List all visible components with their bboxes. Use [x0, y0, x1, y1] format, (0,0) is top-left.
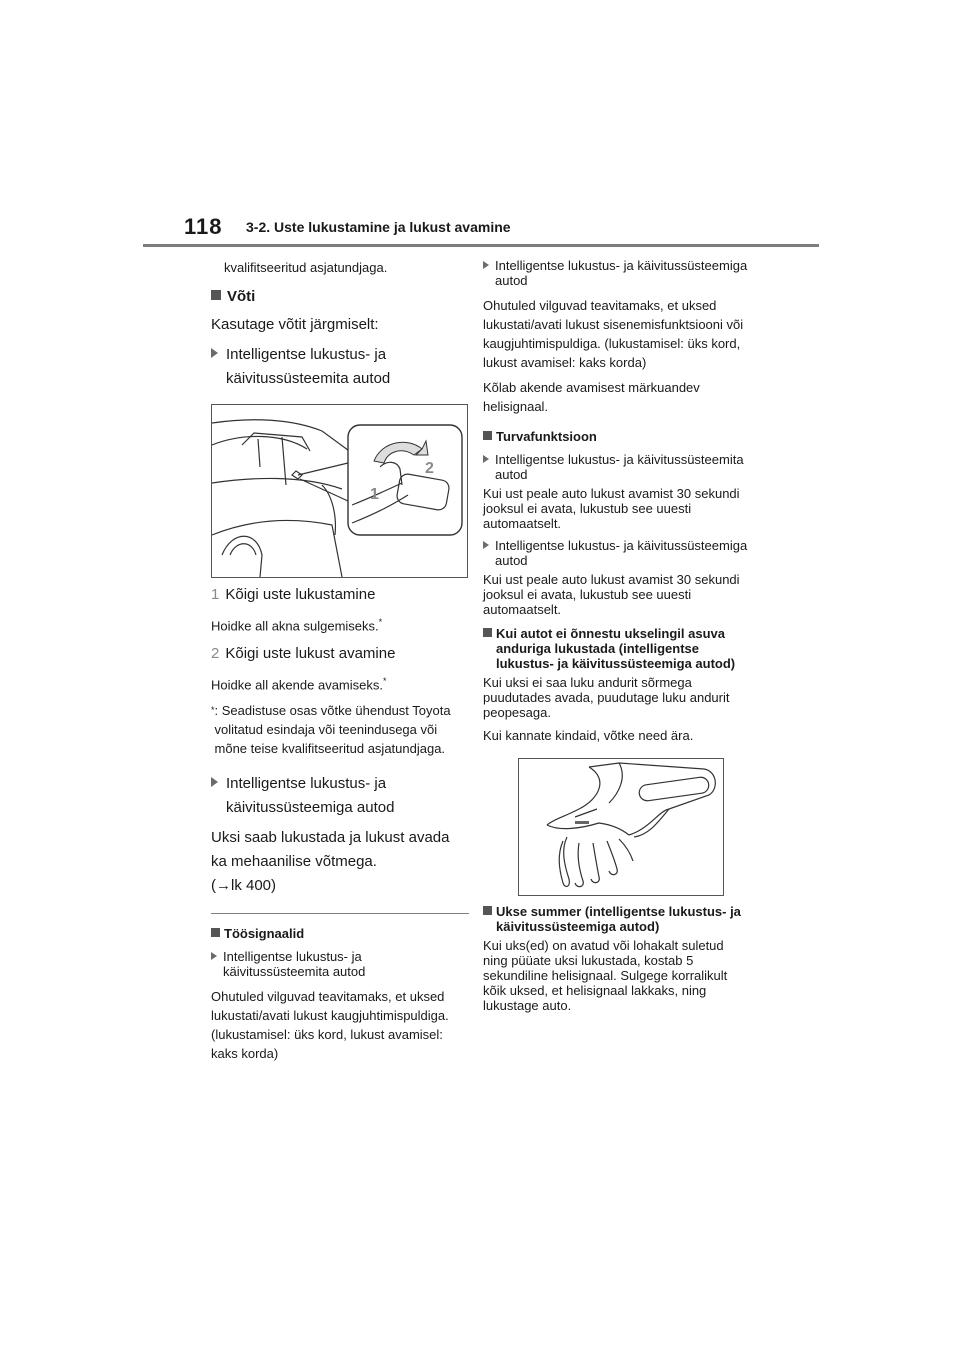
signals-smart-subheading: Intelligentse lukustus- ja käivitussüsteemiga autod	[483, 258, 748, 288]
buzzer-heading: Ukse summer (intelligentse lukustus- ja käivitussüsteemiga autod)	[483, 904, 748, 934]
square-bullet-icon	[211, 290, 221, 300]
item-2-note: Hoidke all akende avamiseks.*	[211, 676, 387, 693]
page-reference: (→lk 400)	[211, 876, 277, 894]
buzzer-text: Kui uks(ed) on avatud või lohakalt suletud ning püüate uksi lukustada, kostab 5 sekundiline helisignaal. Sulgege korralikult kõik uksed, et helisignaal lakkaks, ning lukustage auto.	[483, 938, 728, 1013]
key-heading: Võti	[211, 285, 469, 309]
triangle-bullet-icon	[483, 258, 495, 288]
sensor-text-2: Kui kannate kindaid, võtke need ära.	[483, 728, 694, 743]
window-buzzer-text: Kõlab akende avamisest märkuandev helisignaal.	[483, 380, 700, 414]
palm-sensor-figure	[518, 758, 724, 896]
signals-heading: Töösignaalid	[211, 924, 469, 943]
sensor-heading: Kui autot ei õnnestu ukselingil asuva anduriga lukustada (intelligentse lukustus- ja käivitussüsteemiga autod)	[483, 626, 748, 671]
square-bullet-icon	[483, 626, 496, 671]
security-sub-1: Intelligentse lukustus- ja käivitussüsteemita autod	[483, 452, 748, 482]
car-key-illustration	[212, 405, 467, 577]
subheading-no-smart: Intelligentse lukustus- ja käivitussüsteemita autod	[211, 343, 469, 391]
square-bullet-icon	[483, 904, 496, 934]
item-1-note: Hoidke all akna sulgemiseks.*	[211, 617, 383, 634]
key-figure	[211, 404, 468, 578]
signals-text: Ohutuled vilguvad teavitamaks, et uksed lukustati/avati lukust kaugjuhtimispuldiga. (lukustamisel: üks kord, lukust avamisel: kaks korda)	[211, 988, 449, 1061]
triangle-bullet-icon	[211, 949, 223, 979]
hand-door-handle-illustration	[519, 759, 723, 895]
item-1: 1 Kõigi uste lukustamine	[211, 586, 376, 603]
triangle-bullet-icon	[483, 538, 495, 568]
square-bullet-icon	[211, 928, 220, 937]
square-bullet-icon	[483, 431, 492, 440]
triangle-bullet-icon	[211, 343, 226, 391]
key-text: Kasutage võtit järgmiselt:	[211, 316, 379, 333]
security-heading: Turvafunktsioon	[483, 427, 748, 446]
right-column	[483, 258, 748, 1013]
intro-text: kvalifitseeritud asjatundjaga.	[224, 260, 388, 275]
security-text-1: Kui ust peale auto lukust avamist 30 sekundi jooksul ei avata, lukustub see uuesti automaatselt.	[483, 486, 740, 531]
footnote: * : Seadistuse osas võtke ühendust Toyota volitatud esindaja või teenindusega või mõne teise kvalifitseeritud asjatundjaga.	[211, 702, 451, 756]
section-divider	[211, 913, 469, 914]
figure-label-1: 1	[370, 486, 379, 503]
figure-label-2: 2	[425, 460, 434, 477]
security-text-2: Kui ust peale auto lukust avamist 30 sekundi jooksul ei avata, lukustub see uuesti automaatselt.	[483, 572, 740, 617]
triangle-bullet-icon	[483, 452, 495, 482]
left-column	[211, 258, 469, 1063]
signals-smart-text: Ohutuled vilguvad teavitamaks, et uksed lukustati/avati lukust sisenemisfunktsiooni või kaugjuhtimispuldiga. (lukustamisel: üks kord, lukust avamisel: kaks korda)	[483, 298, 744, 370]
sensor-text-1: Kui uksi ei saa luku andurit sõrmega puudutades avada, puudutage luku andurit peopesaga.	[483, 675, 730, 720]
triangle-bullet-icon	[211, 772, 226, 820]
mechanical-key-text: Uksi saab lukustada ja lukust avada ka mehaanilise võtmega.	[211, 828, 450, 870]
security-sub-2: Intelligentse lukustus- ja käivitussüsteemiga autod	[483, 538, 748, 568]
header-rule	[143, 244, 819, 247]
section-title: 3-2. Uste lukustamine ja lukust avamine	[246, 219, 511, 235]
signals-subheading: Intelligentse lukustus- ja käivitussüsteemita autod	[211, 949, 469, 979]
page-number: 118	[184, 214, 223, 239]
subheading-smart: Intelligentse lukustus- ja käivitussüsteemiga autod	[211, 772, 469, 820]
item-2: 2 Kõigi uste lukust avamine	[211, 645, 396, 663]
